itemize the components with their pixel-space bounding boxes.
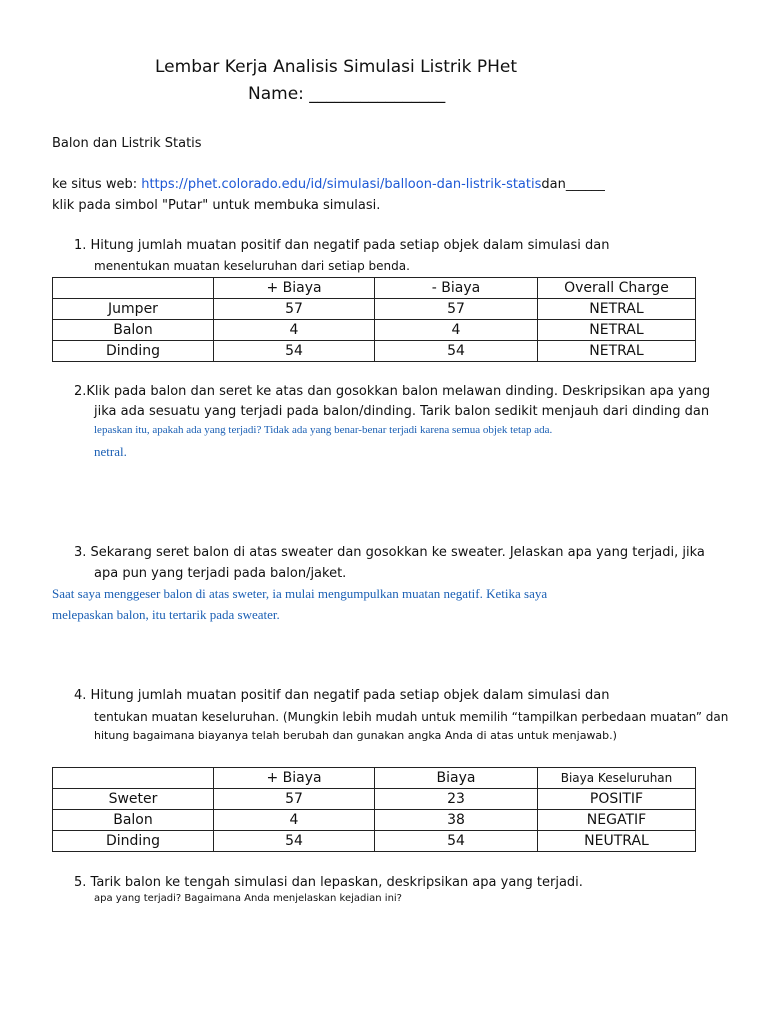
table-row: [53, 831, 696, 852]
table-cell: 57: [214, 789, 375, 810]
website-prefix: ke situs web:: [52, 177, 142, 192]
table-cell: 54: [375, 341, 538, 362]
table-header-cell: Biaya Keseluruhan: [538, 768, 696, 789]
table-row: [53, 341, 696, 362]
website-line: [52, 177, 605, 192]
table-cell: 54: [375, 831, 538, 852]
q2-answer-line1: lepaskan itu, apakah ada yang terjadi? Tidak ada yang benar-benar terjadi karena semua objek tetap ada.: [94, 424, 553, 436]
table-header-cell: [53, 768, 214, 789]
table-cell: Dinding: [53, 831, 214, 852]
table-header-row: [53, 278, 696, 299]
q2-line2: jika ada sesuatu yang terjadi pada balon/dinding. Tarik balon sedikit menjauh dari dinding dan: [94, 404, 710, 419]
q4-table: [52, 767, 696, 852]
table-cell: 4: [375, 320, 538, 341]
table-row: [53, 299, 696, 320]
table-cell: 4: [214, 320, 375, 341]
q1-table: [52, 277, 696, 362]
table-row: [53, 810, 696, 831]
q1-line2: menentukan muatan keseluruhan dari setiap benda.: [94, 259, 410, 273]
q3-answer-line1: Saat saya menggeser balon di atas sweter, ia mulai mengumpulkan muatan negatif. Ketika saya: [52, 586, 548, 601]
q1-line1: 1. Hitung jumlah muatan positif dan negatif pada setiap objek dalam simulasi dan: [74, 238, 610, 253]
table-cell: NETRAL: [538, 320, 696, 341]
table-row: [53, 320, 696, 341]
table-cell: 38: [375, 810, 538, 831]
table-cell: Sweter: [53, 789, 214, 810]
table-header-cell: - Biaya: [375, 278, 538, 299]
table-cell: NETRAL: [538, 341, 696, 362]
table-cell: NEUTRAL: [538, 831, 696, 852]
table-cell: Jumper: [53, 299, 214, 320]
q3-answer-line2: melepaskan balon, itu tertarik pada sweater.: [52, 607, 280, 622]
q3-line1: 3. Sekarang seret balon di atas sweater dan gosokkan ke sweater. Jelaskan apa yang terjadi, jika: [74, 545, 705, 560]
table-cell: 23: [375, 789, 538, 810]
table-cell: NEGATIF: [538, 810, 696, 831]
website-suffix: dan______: [541, 177, 605, 192]
q2-line1: 2.Klik pada balon dan seret ke atas dan gosokkan balon melawan dinding. Deskripsikan apa yang: [74, 384, 711, 399]
section-heading: Balon dan Listrik Statis: [52, 136, 202, 151]
table-cell: 57: [214, 299, 375, 320]
phet-link[interactable]: https://phet.colorado.edu/id/simulasi/balloon-dan-listrik-statis: [141, 177, 542, 192]
table-cell: POSITIF: [538, 789, 696, 810]
table-header-cell: [53, 278, 214, 299]
page-title: Lembar Kerja Analisis Simulasi Listrik PHet: [155, 57, 518, 77]
table-cell: 54: [214, 831, 375, 852]
table-cell: 57: [375, 299, 538, 320]
q4-line2: tentukan muatan keseluruhan. (Mungkin lebih mudah untuk memilih “tampilkan perbedaan muatan” dan: [94, 710, 729, 724]
table-cell: NETRAL: [538, 299, 696, 320]
table-cell: 4: [214, 810, 375, 831]
table-header-cell: Biaya: [375, 768, 538, 789]
table-row: [53, 789, 696, 810]
table-header-cell: Overall Charge: [538, 278, 696, 299]
q2-answer-line2: netral.: [94, 444, 127, 459]
instruction-line: klik pada simbol "Putar" untuk membuka simulasi.: [52, 198, 381, 213]
q3-line2: apa pun yang terjadi pada balon/jaket.: [94, 566, 347, 581]
q5-line2: apa yang terjadi? Bagaimana Anda menjelaskan kejadian ini?: [94, 893, 402, 904]
table-cell: Balon: [53, 810, 214, 831]
table-cell: Balon: [53, 320, 214, 341]
table-cell: 54: [214, 341, 375, 362]
table-header-cell: + Biaya: [214, 278, 375, 299]
table-cell: Dinding: [53, 341, 214, 362]
q5-line1: 5. Tarik balon ke tengah simulasi dan lepaskan, deskripsikan apa yang terjadi.: [74, 875, 583, 890]
table-header-cell: + Biaya: [214, 768, 375, 789]
name-line: Name: ________________: [248, 84, 446, 104]
q4-line1: 4. Hitung jumlah muatan positif dan negatif pada setiap objek dalam simulasi dan: [74, 688, 610, 703]
q4-line3: hitung bagaimana biayanya telah berubah dan gunakan angka Anda di atas untuk menjawab.): [94, 729, 617, 742]
table-header-row: [53, 768, 696, 789]
